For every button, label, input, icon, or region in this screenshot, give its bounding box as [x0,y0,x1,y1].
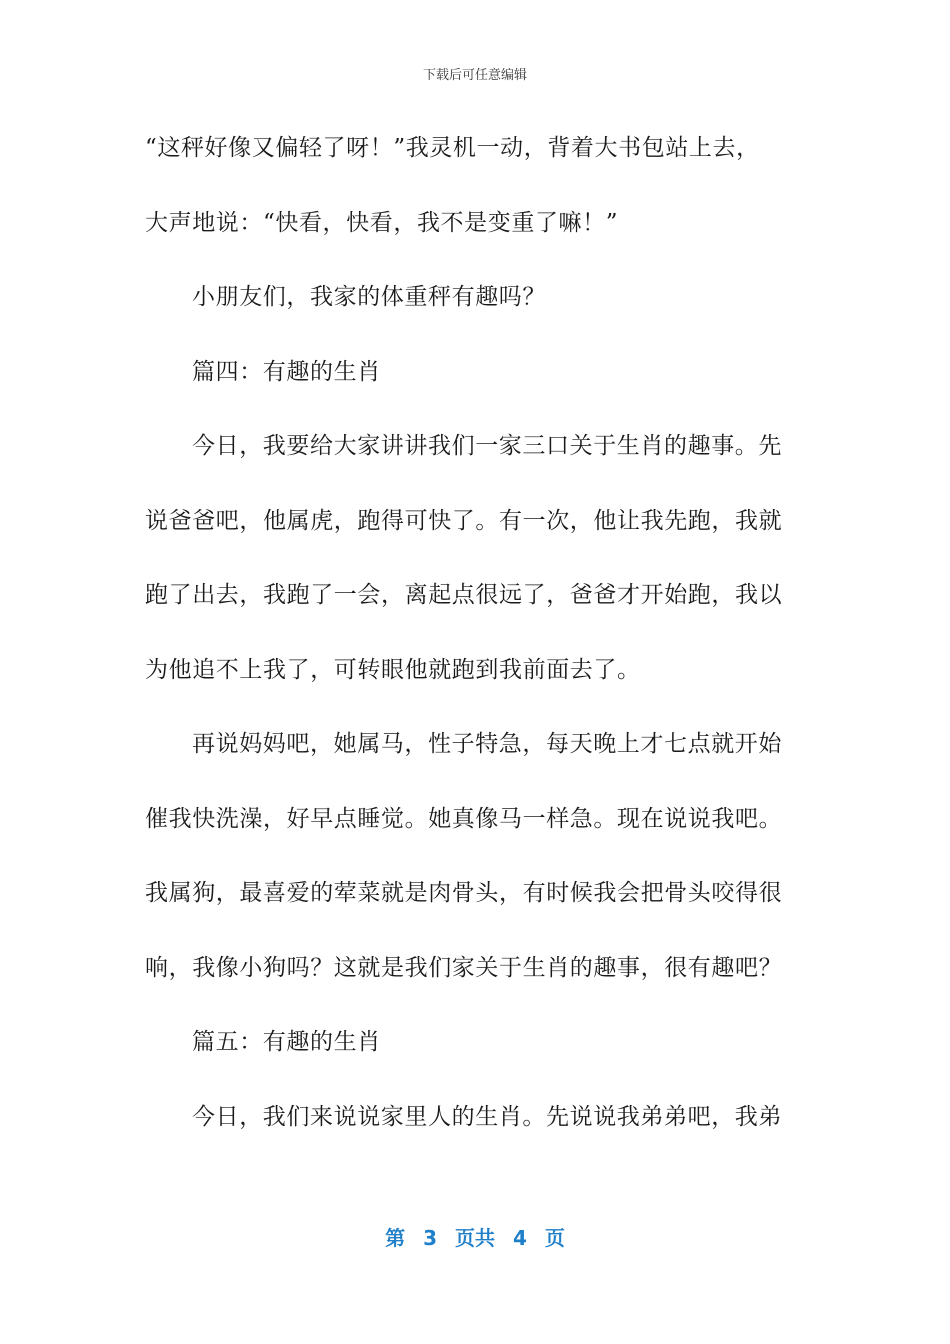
footer-total-label: 页共 [455,1226,495,1250]
footer-page-label: 第 [385,1226,406,1250]
paragraph-line: 响，我像小狗吗？这就是我们家关于生肖的趣事，很有趣吧？ [145,954,783,981]
paragraph-line: 说爸爸吧，他属虎，跑得可快了。有一次，他让我先跑，我就 [145,507,783,534]
page-footer [0,1222,950,1251]
paragraph-line: 大声地说：“快看，快看，我不是变重了嘛！” [145,209,619,236]
paragraph-line: 小朋友们，我家的体重秤有趣吗？ [192,284,546,310]
page-header-note: 下载后可任意编辑 [422,68,527,83]
footer-page-number: 3 [423,1226,437,1250]
paragraph-line: “这秤好像又偏轻了呀！”我灵机一动，背着大书包站上去， [145,135,760,161]
footer-total-pages: 4 [513,1226,527,1250]
section-heading: 篇四：有趣的生肖 [192,358,381,385]
paragraph-line: 催我快洗澡，好早点睡觉。她真像马一样急。现在说说我吧。 [145,805,783,832]
paragraph-line: 今日，我们来说说家里人的生肖。先说说我弟弟吧，我弟 [192,1103,782,1130]
paragraph-line: 为他追不上我了，可转眼他就跑到我前面去了。 [145,656,641,683]
paragraph-line: 我属狗，最喜爱的荤菜就是肉骨头，有时候我会把骨头咬得很 [145,880,783,906]
paragraph-line: 跑了出去，我跑了一会，离起点很远了，爸爸才开始跑，我以 [145,582,783,608]
document-body [145,124,795,1167]
paragraph-line: 今日，我要给大家讲讲我们一家三口关于生肖的趣事。先 [192,433,782,459]
paragraph-line: 再说妈妈吧，她属马，性子特急，每天晚上才七点就开始 [192,731,782,757]
section-heading: 篇五：有趣的生肖 [192,1029,381,1055]
footer-page-suffix: 页 [544,1226,565,1250]
